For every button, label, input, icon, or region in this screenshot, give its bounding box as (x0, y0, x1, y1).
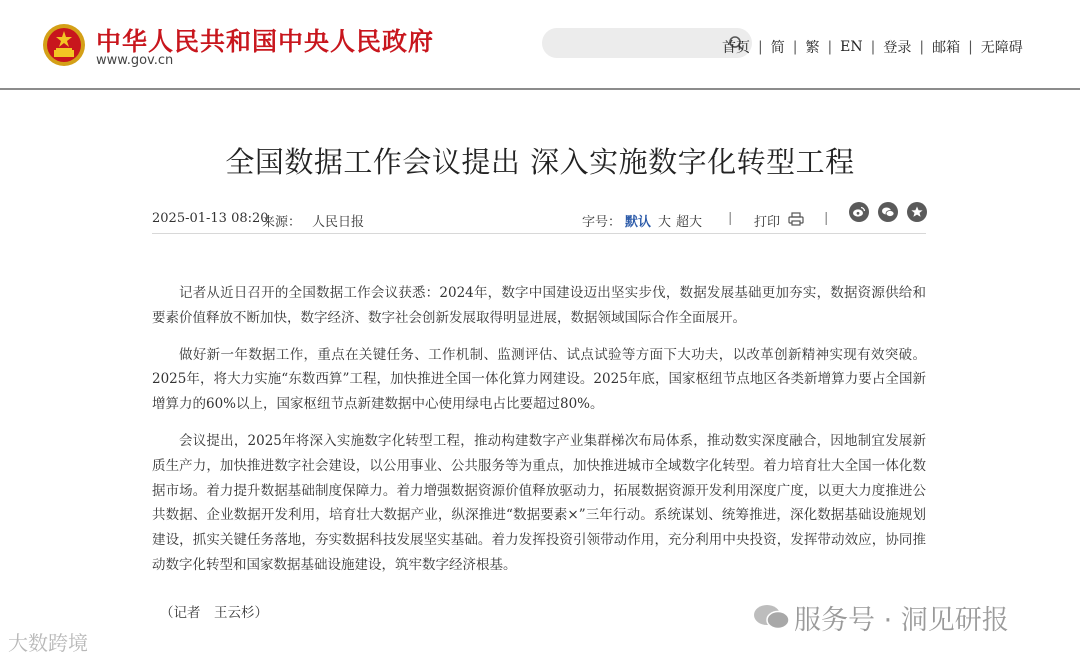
font-size-label: 字号： (582, 215, 622, 230)
nav-separator: | (792, 39, 798, 55)
nav-simplified[interactable]: 简 (770, 40, 785, 56)
nav-separator: | (870, 39, 876, 55)
nav-english[interactable]: EN (840, 39, 863, 55)
favorite-share-icon[interactable] (907, 202, 927, 222)
top-nav (722, 37, 1023, 57)
site-header (0, 0, 1080, 89)
nav-traditional[interactable]: 繁 (805, 40, 820, 56)
article-paragraph: 记者从近日召开的全国数据工作会议获悉：2024年，数字中国建设迈出坚实步伐，数据发展基础更加夯实，数据资源供给和要素价值释放不断加快，数字经济、数字社会创新发展取得明显进展，数据领域国际合作全面展开。 (152, 285, 926, 326)
font-size-xlarge-button[interactable]: 超大 (676, 215, 703, 230)
publish-date: 2025-01-13 08:20 (152, 211, 269, 226)
article-paragraph: 做好新一年数据工作，重点在关键任务、工作机制、监测评估、试点试验等方面下大功夫，以改革创新精神实现有效突破。2025年，将大力实施“东数西算”工程，加快推进全国一体化算力网建设。2025年底，国家枢纽节点地区各类新增算力要占全国新增算力的60%以上，国家枢纽节点新建数据中心使用绿电占比要超过80%。 (152, 346, 926, 413)
article-paragraph: 会议提出，2025年将深入实施数字化转型工程，推动构建数字产业集群梯次布局体系，推动数实深度融合，因地制宜发展新质生产力，加快推进数字社会建设，以公用事业、公共服务等为重点，加快推进城市全域数字化转型。着力培育壮大全国一体化数据市场。着力提升数据基础制度保障力。着力增强数据资源价值释放驱动力，拓展数据资源开发利用深度广度，以更大力度推进公共数据、企业数据开发利用，培育壮大数据产业，纵深推进“数据要素×”三年行动。系统谋划、统筹推进，深化数据基础设施规划建设，抓实关键任务落地，夯实数据科技发展坚实基础。着力发挥投资引领带动作用，充分利用中央投资，发挥带动效应，协同推动数字化转型和国家数据基础设施建设，筑牢数字经济根基。 (152, 432, 926, 573)
font-size-large-button[interactable]: 大 (658, 215, 672, 230)
national-emblem-icon[interactable] (42, 23, 86, 67)
nav-accessibility[interactable]: 无障碍 (980, 40, 1023, 56)
nav-separator: | (968, 39, 973, 55)
print-button[interactable]: 打印 (754, 215, 781, 230)
watermark-left: 大数跨境 (8, 631, 88, 655)
nav-separator: | (758, 39, 763, 55)
weibo-share-icon[interactable] (849, 202, 869, 222)
watermark-right: 服务号 · 洞见研报 (794, 605, 1009, 636)
wechat-share-icon[interactable] (878, 202, 898, 222)
article-body (152, 281, 926, 590)
header-divider (0, 88, 1080, 90)
nav-home[interactable]: 首页 (722, 40, 750, 56)
font-size-default-button[interactable]: 默认 (625, 215, 652, 230)
article-meta (152, 209, 926, 235)
source-label: 来源： (262, 215, 302, 230)
article-title: 全国数据工作会议提出 深入实施数字化转型工程 (225, 145, 855, 179)
meta-separator: | (728, 211, 733, 226)
nav-separator: | (919, 39, 925, 55)
site-url[interactable]: www.gov.cn (96, 53, 174, 68)
printer-icon[interactable] (788, 212, 804, 226)
article-byline: （记者 王云杉） (160, 605, 268, 621)
site-name[interactable]: 中华人民共和国中央人民政府 (96, 27, 435, 56)
source-name: 人民日报 (312, 215, 365, 230)
search-input[interactable] (542, 28, 752, 58)
nav-login[interactable]: 登录 (883, 40, 912, 56)
meta-divider (152, 233, 926, 234)
meta-separator: | (824, 211, 829, 226)
nav-separator: | (827, 39, 833, 55)
nav-mailbox[interactable]: 邮箱 (932, 40, 961, 56)
